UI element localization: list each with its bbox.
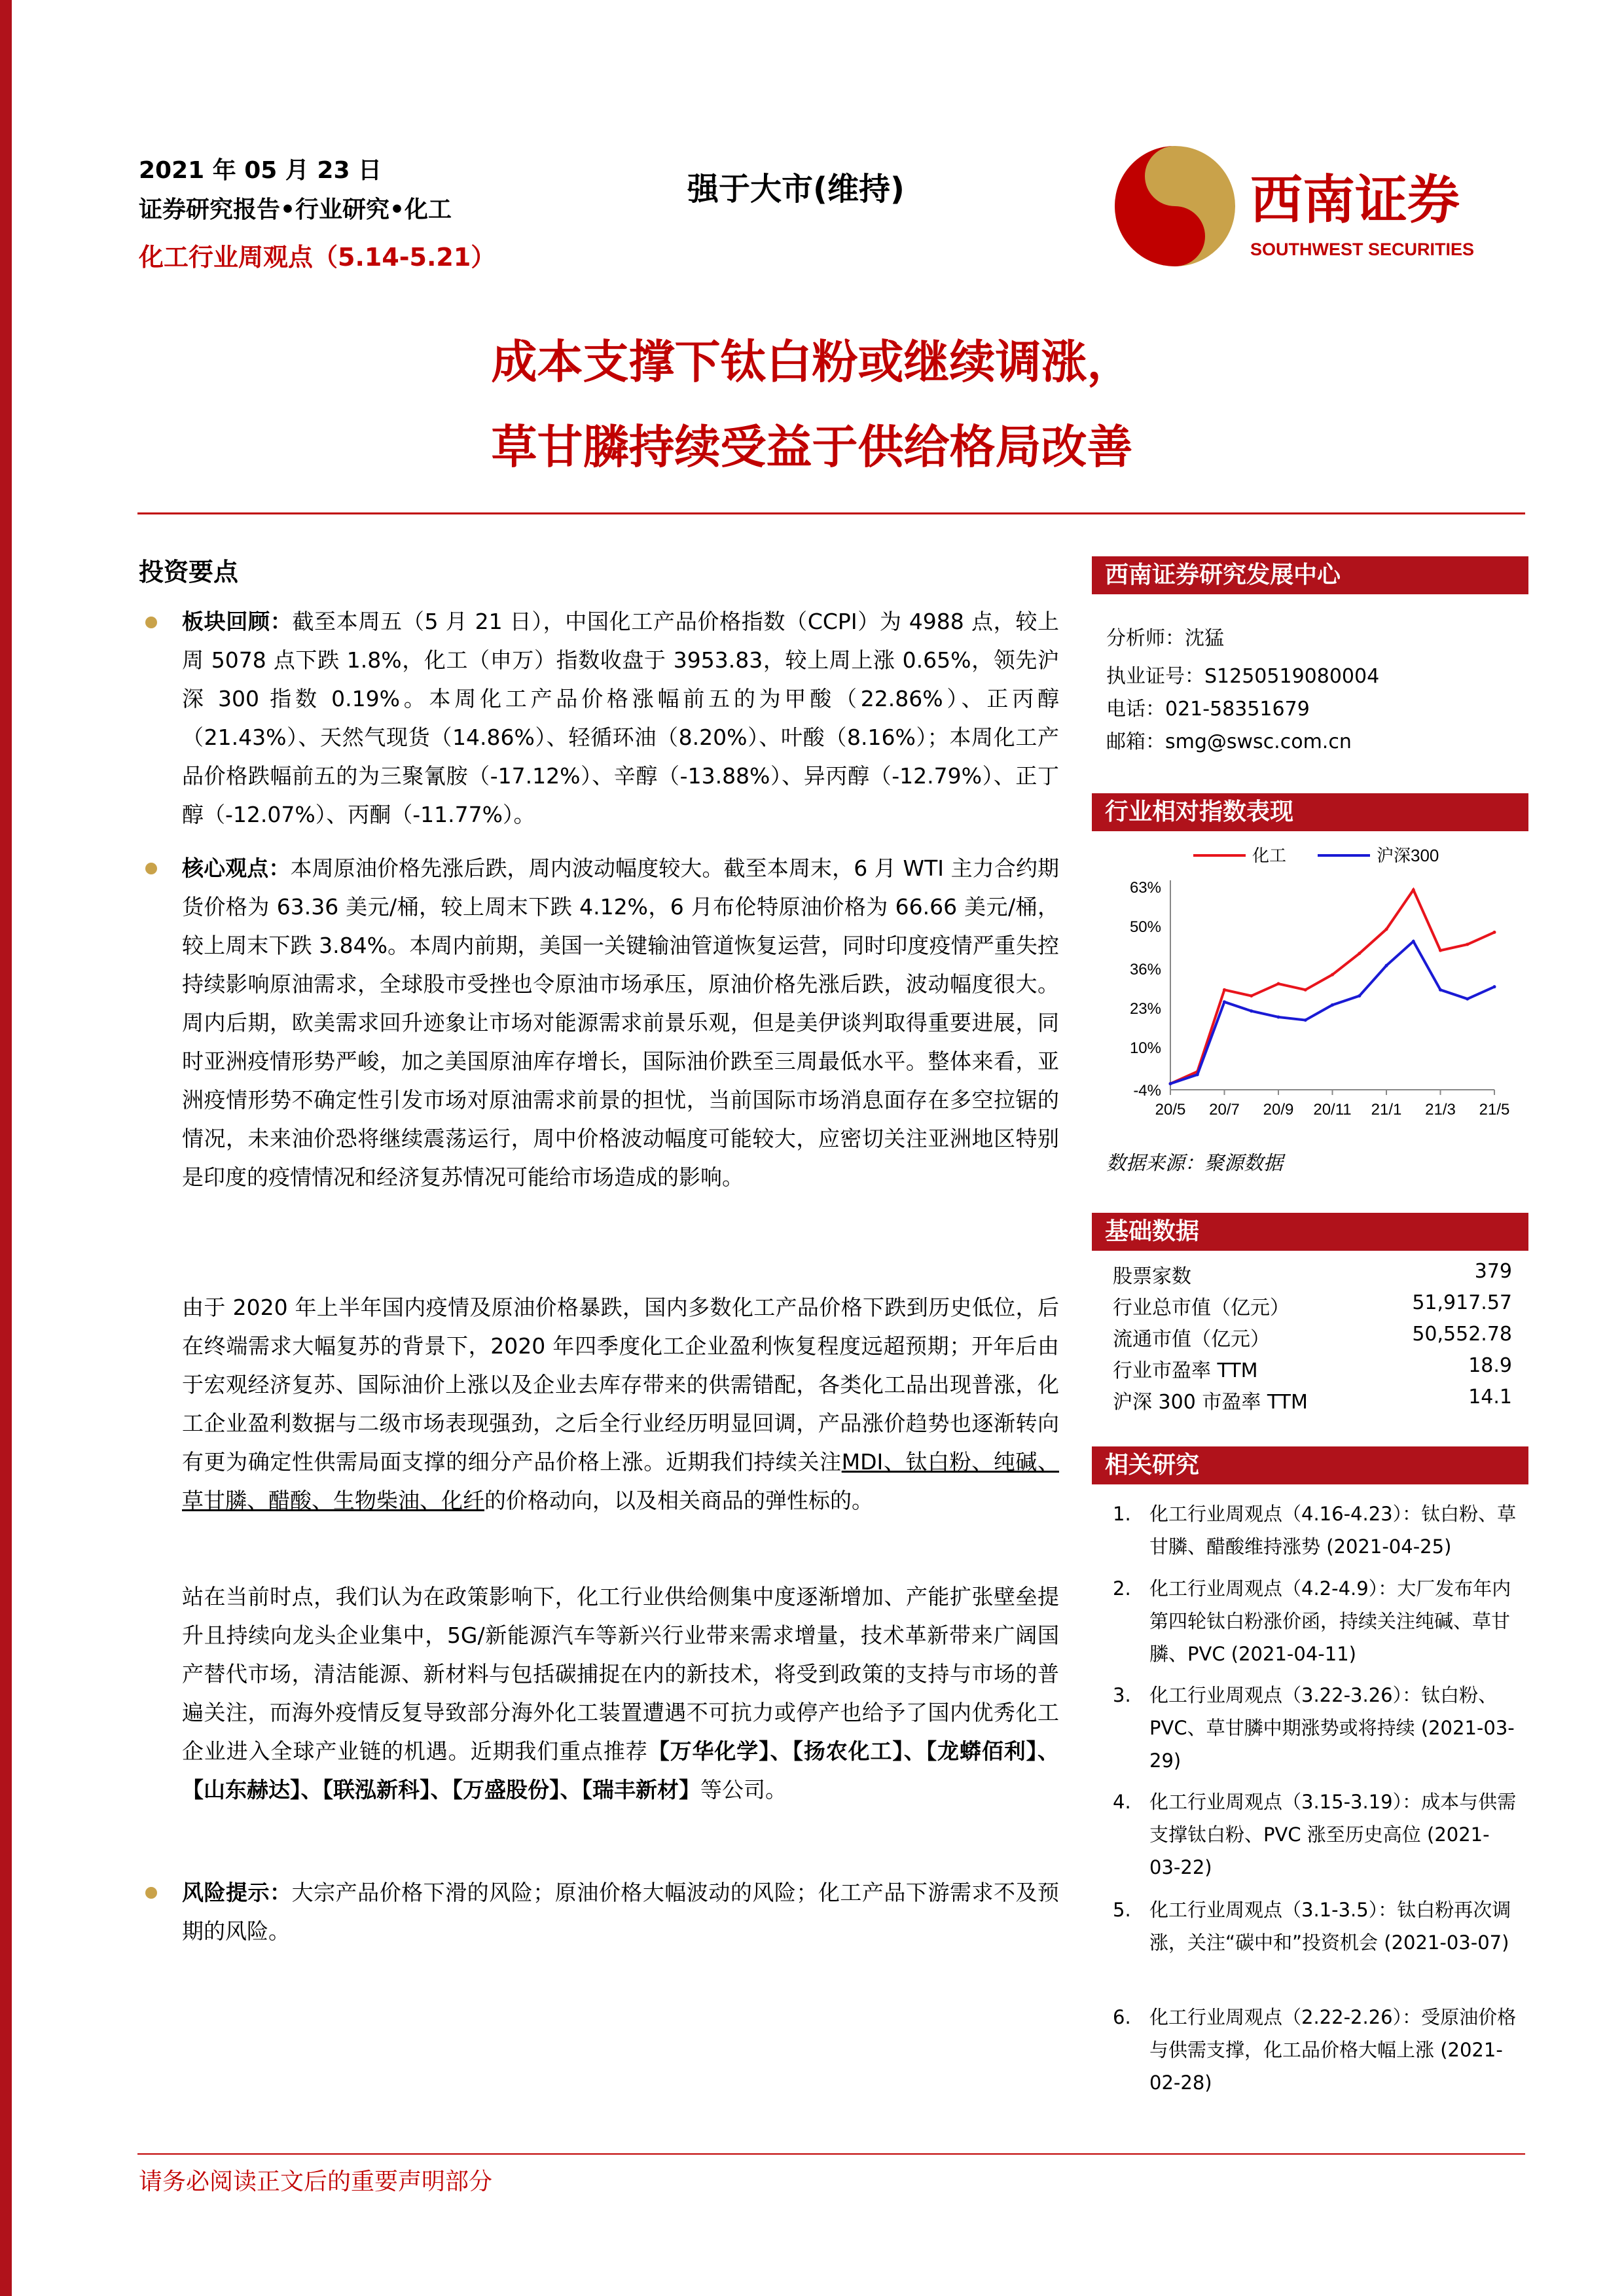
data-point: [1493, 985, 1496, 988]
related-item[interactable]: [1113, 1498, 1519, 1563]
sidebar-header-related: 相关研究: [1092, 1446, 1528, 1484]
bullet-icon: [145, 863, 157, 874]
related-number: 6.: [1113, 2006, 1131, 2028]
related-number: 4.: [1113, 1791, 1131, 1813]
basic-data-row: [1113, 1386, 1512, 1414]
data-point: [1250, 994, 1253, 997]
legend-label: 化工: [1252, 846, 1287, 865]
data-point: [1250, 1009, 1253, 1013]
x-tick-label: 21/3: [1425, 1101, 1456, 1119]
logo-en: SOUTHWEST SECURITIES: [1250, 240, 1475, 259]
x-tick-label: 21/5: [1479, 1101, 1510, 1119]
basic-data-key: 行业市盈率 TTM: [1113, 1359, 1258, 1382]
bullet-icon: [145, 1887, 157, 1899]
paragraph-outlook: 站在当前时点，我们认为在政策影响下，化工行业供给侧集中度逐渐增加、产能扩张壁垒提升且持续向龙头企业集中，5G/新能源汽车等新兴行业带来需求增量，技术革新带来广阔国产替代市场，清洁能源、新材料与包括碳捕捉在内的新技术，将受到政策的支持与市场的普遍关注，而海外疫情反复导致部分海外化工装置遭遇不可抗力或停产也给予了国内优秀化工企业进入全球产业链的机遇。近期我们重点推荐【万华化学】、【扬农化工】、【龙蟒佰利】、【山东赫达】、【联泓新科】、【万盛股份】、【瑞丰新材】等公司。: [182, 1584, 1060, 1803]
data-point: [1439, 949, 1442, 952]
label-core: 核心观点：: [182, 855, 291, 881]
basic-data-value: 18.9: [1468, 1354, 1512, 1377]
focus-products: MDI、钛白粉、纯碱、草甘膦、醋酸、生物柴油、化纤: [182, 1449, 1059, 1513]
y-tick-label: -4%: [1133, 1082, 1161, 1100]
basic-data-value: 379: [1474, 1260, 1512, 1283]
paragraph-review: 板块回顾：截至本周五（5 月 21 日），中国化工产品价格指数（CCPI）为 4988 点，较上周 5078 点下跌 1.8%，化工（申万）指数收盘于 3953.83，较上周上涨 0.65%，领先沪深 300 指数 0.19%。本周化工产品价格涨幅前五的为甲酸（22.86%）、正丙醇（21.43%）、天然气现货（14.86%）、轻循环油（8.20%）、叶酸（8.16%）；本周化工产品价格跌幅前五的为三聚氰胺（-17.12%）、辛醇（-13.88%）、异丙醇（-12.79%）、正丁醇（-12.07%）、丙酮（-11.77%）。: [182, 609, 1060, 827]
bullet-icon: [145, 617, 157, 628]
basic-data-row: [1113, 1354, 1512, 1383]
x-tick-label: 20/11: [1313, 1101, 1352, 1119]
title-line2: 草甘膦持续受益于供给格局改善: [491, 420, 1133, 474]
data-point: [1304, 1018, 1307, 1022]
basic-data-row: [1113, 1323, 1512, 1352]
y-tick-label: 10%: [1129, 1039, 1161, 1058]
basic-data-key: 行业总市值（亿元）: [1113, 1297, 1290, 1319]
related-number: 3.: [1113, 1684, 1131, 1706]
related-item[interactable]: [1113, 1679, 1519, 1777]
logo-cn: 西南证券: [1250, 169, 1460, 230]
paragraph-core-view: 核心观点：本周原油价格先涨后跌，周内波动幅度较大。截至本周末，6 月 WTI 主力合约期货价格为 63.36 美元/桶，较上周末下跌 4.12%，6 月布伦特原油价格为 66.66 美元/桶，较上周末下跌 3.84%。本周内前期，美国一关键输油管道恢复运营，同时印度疫情严重失控持续影响原油需求，全球股市受挫也令原油市场承压，原油价格先涨后跌，波动幅度很大。周内后期，欧美需求回升迹象让市场对能源需求前景乐观，但是美伊谈判取得重要进展，同时亚洲疫情形势严峻，加之美国原油库存增长，国际油价跌至三周最低水平。整体来看，亚洲疫情形势不确定性引发市场对原油需求前景的担忧，当前国际市场消息面存在多空拉锯的情况，未来油价恐将继续震荡运行，周中价格波动幅度可能较大，应密切关注亚洲地区特别是印度的疫情情况和经济复苏情况可能给市场造成的影响。: [182, 855, 1060, 1190]
data-point: [1196, 1073, 1199, 1076]
related-title: 化工行业周观点（3.15-3.19）：成本与供需支撑钛白粉、PVC 涨至历史高位 (2021-03-22): [1149, 1791, 1517, 1878]
paragraph-background: 由于 2020 年上半年国内疫情及原油价格暴跌，国内多数化工产品价格下跌到历史低位，后在终端需求大幅复苏的背景下，2020 年四季度化工企业盈利恢复程度远超预期；开年后由于宏观经济复苏、国际油价上涨以及企业去库存带来的供需错配，各类化工品出现普涨，化工企业盈利数据与二级市场表现强劲，之后全行业经历明显回调，产品涨价趋势也逐渐转向有更为确定性供需局面支撑的细分产品价格上涨。近期我们持续关注MDI、钛白粉、纯碱、草甘膦、醋酸、生物柴油、化纤的价格动向，以及相关商品的弹性标的。: [182, 1295, 1059, 1513]
x-tick-label: 21/1: [1371, 1101, 1402, 1119]
report-series: 化工行业周观点（5.14-5.21）: [139, 243, 496, 272]
title-line1: 成本支撑下钛白粉或继续调涨，: [491, 335, 1133, 389]
data-point: [1277, 1015, 1280, 1018]
sidebar-header-research: 西南证券研究发展中心: [1092, 556, 1528, 594]
report-type: 证券研究报告•行业研究•化工: [139, 196, 452, 223]
basic-data-key: 股票家数: [1113, 1265, 1191, 1288]
logo-icon: [1110, 141, 1528, 272]
data-point: [1169, 1082, 1172, 1085]
basic-data-key: 沪深 300 市盈率 TTM: [1113, 1391, 1308, 1414]
sidebar-header-chart: 行业相对指数表现: [1092, 793, 1528, 831]
data-point: [1412, 940, 1415, 943]
related-title: 化工行业周观点（3.1-3.5）：钛白粉再次调涨，关注“碳中和”投资机会 (2021-03-07): [1149, 1899, 1511, 1954]
related-item[interactable]: [1113, 1572, 1519, 1670]
data-point: [1277, 982, 1280, 986]
divider: [137, 512, 1525, 514]
basic-data-value: 14.1: [1468, 1386, 1512, 1408]
basic-data-value: 50,552.78: [1412, 1323, 1512, 1346]
footer-divider: [137, 2153, 1525, 2155]
data-point: [1223, 1000, 1226, 1003]
basic-data-row: [1113, 1291, 1512, 1320]
section-title: 投资要点: [139, 558, 239, 586]
related-item[interactable]: [1113, 1893, 1519, 1959]
label-risk: 风险提示：: [182, 1880, 292, 1905]
related-number: 5.: [1113, 1899, 1131, 1921]
y-tick-label: 23%: [1129, 1000, 1161, 1018]
analyst-name: 分析师：沈猛: [1106, 627, 1224, 650]
related-item[interactable]: [1113, 2001, 1519, 2099]
data-point: [1331, 973, 1334, 977]
related-item[interactable]: [1113, 1785, 1519, 1884]
basic-data-key: 流通市值（亿元）: [1113, 1328, 1270, 1351]
y-tick-label: 36%: [1129, 960, 1161, 978]
data-point: [1466, 942, 1469, 946]
related-number: 1.: [1113, 1503, 1131, 1525]
data-point: [1493, 931, 1496, 934]
paragraph-risk: 风险提示：大宗产品价格下滑的风险；原油价格大幅波动的风险；化工产品下游需求不及预期的风险。: [182, 1880, 1060, 1944]
data-point: [1385, 964, 1388, 967]
x-tick-label: 20/5: [1155, 1101, 1186, 1119]
series-line-1: [1170, 941, 1494, 1083]
report-date: 2021 年 05 月 23 日: [139, 157, 382, 184]
legend-label: 沪深300: [1377, 846, 1439, 865]
phone: 电话：021-58351679: [1106, 698, 1310, 721]
data-source: 数据来源：聚源数据: [1106, 1152, 1283, 1175]
sidebar-header-basic: 基础数据: [1092, 1213, 1528, 1251]
index-chart: [1092, 838, 1528, 1145]
x-tick-label: 20/9: [1263, 1101, 1294, 1119]
chart-svg: [1092, 838, 1528, 1145]
related-title: 化工行业周观点（2.22-2.26）：受原油价格与供需支撑，化工品价格大幅上涨 (2021-02-28): [1149, 2006, 1517, 2094]
company-logo: [1110, 141, 1528, 272]
data-point: [1466, 997, 1469, 1001]
data-point: [1331, 1003, 1334, 1007]
data-point: [1385, 927, 1388, 931]
data-point: [1439, 988, 1442, 992]
y-tick-label: 50%: [1129, 918, 1161, 937]
data-point: [1412, 888, 1415, 891]
data-point: [1304, 988, 1307, 992]
related-title: 化工行业周观点（4.2-4.9）：大厂发布年内第四轮钛白粉涨价函，持续关注纯碱、草甘膦、PVC (2021-04-11): [1149, 1577, 1511, 1665]
rating: 强于大市(维持): [687, 171, 905, 207]
basic-data-row: [1113, 1260, 1512, 1289]
basic-data-value: 51,917.57: [1412, 1291, 1512, 1314]
x-tick-label: 20/7: [1209, 1101, 1240, 1119]
license-number: 执业证号：S1250519080004: [1106, 665, 1380, 688]
recommended-stocks: 【万华化学】、【扬农化工】、【龙蟒佰利】、【山东赫达】、【联泓新科】、【万盛股份】、【瑞丰新材】: [182, 1738, 1060, 1803]
data-point: [1223, 988, 1226, 992]
data-point: [1358, 994, 1361, 997]
related-title: 化工行业周观点（4.16-4.23）：钛白粉、草甘膦、醋酸维持涨势 (2021-04-25): [1149, 1503, 1517, 1558]
y-tick-label: 63%: [1129, 879, 1161, 897]
email: 邮箱：smg@swsc.com.cn: [1106, 730, 1352, 753]
series-line-0: [1170, 890, 1494, 1084]
footer-disclaimer: 请务必阅读正文后的重要声明部分: [139, 2168, 493, 2195]
label-review: 板块回顾：: [182, 609, 293, 634]
related-number: 2.: [1113, 1577, 1131, 1600]
related-title: 化工行业周观点（3.22-3.26）：钛白粉、PVC、草甘膦中期涨势或将持续 (2021-03-29): [1149, 1684, 1515, 1772]
data-point: [1358, 952, 1361, 955]
